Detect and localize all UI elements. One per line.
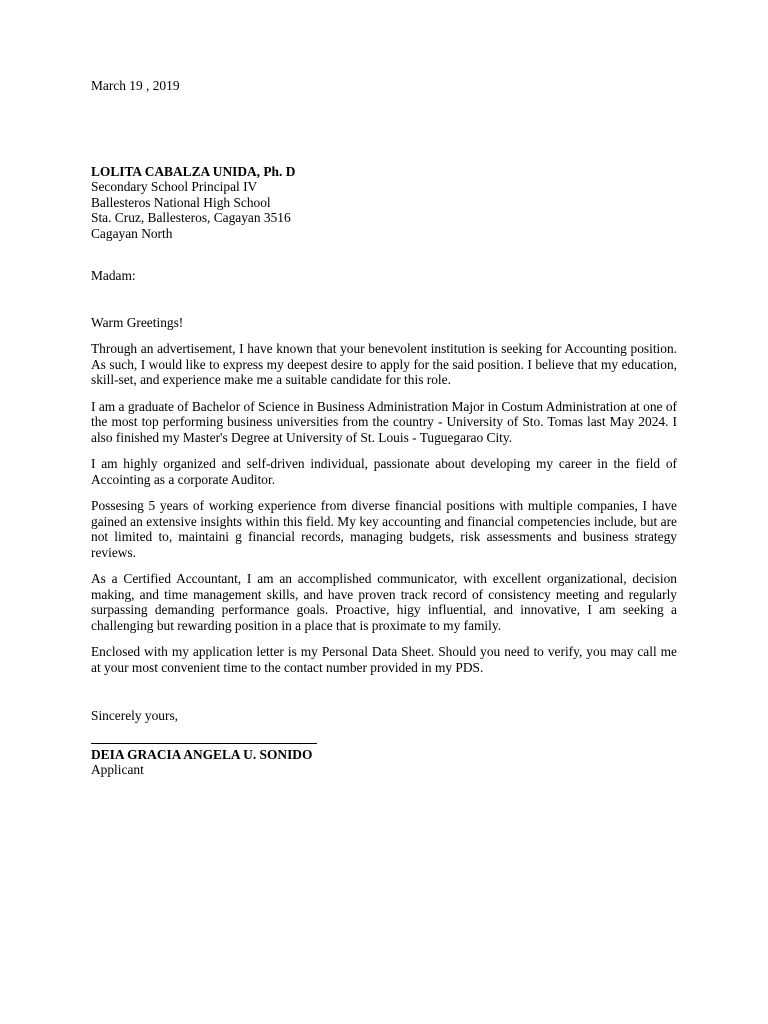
recipient-name: LOLITA CABALZA UNIDA, Ph. D <box>91 163 296 179</box>
salutation: Madam: <box>91 268 136 283</box>
letter-date: March 19 , 2019 <box>91 78 180 93</box>
body-paragraph-traits: I am highly organized and self-driven individual, passionate about developing my career in the field of Accointing as a corporate Auditor. <box>91 456 677 487</box>
body-paragraph-enclosure: Enclosed with my application letter is my Personal Data Sheet. Should you need to verify, you may call me at your most convenient time to the contact number provided in my PDS. <box>91 644 677 675</box>
recipient-school: Ballesteros National High School <box>91 194 271 210</box>
letter-body <box>91 341 677 675</box>
body-paragraph-experience: Possesing 5 years of working experience from diverse financial positions with multiple companies, I have gained an extensive insights within this field. My key accounting and financial competencies include, but are not limited to, maintaini g financial records, managing budgets, risk assessments and business strategy reviews. <box>91 498 677 560</box>
application-letter <box>91 78 677 778</box>
greeting: Warm Greetings! <box>91 314 184 330</box>
recipient-block <box>91 164 677 242</box>
body-paragraph-skills: As a Certified Accountant, I am an accomplished communicator, with excellent organizational, decision making, and time management skills, and have proven track record of consistency meeting and regularly surpassing demanding performance goals. Proactive, higy influential, and innovative, I am seeking a challenging but rewarding position in a place that is proximate to my family. <box>91 571 677 633</box>
signatory-name: DEIA GRACIA ANGELA U. SONIDO <box>91 746 313 762</box>
recipient-region: Cagayan North <box>91 225 173 241</box>
body-paragraph-intro: Through an advertisement, I have known that your benevolent institution is seeking for Accounting position. As such, I would like to express my deepest desire to apply for the said position. I believe that my education, skill-set, and experience make me a suitable candidate for this role. <box>91 341 677 387</box>
signatory-title: Applicant <box>91 762 144 777</box>
recipient-position: Secondary School Principal IV <box>91 179 258 194</box>
recipient-address: Sta. Cruz, Ballesteros, Cagayan 3516 <box>91 210 291 225</box>
closing: Sincerely yours, <box>91 708 179 723</box>
signature-line <box>91 743 317 744</box>
body-paragraph-education: I am a graduate of Bachelor of Science in Business Administration Major in Costum Administration at one of the most top performing business universities from the country - University of Sto. Tomas last May 2024. I also finished my Master's Degree at University of St. Louis - Tuguegarao City. <box>91 398 677 445</box>
